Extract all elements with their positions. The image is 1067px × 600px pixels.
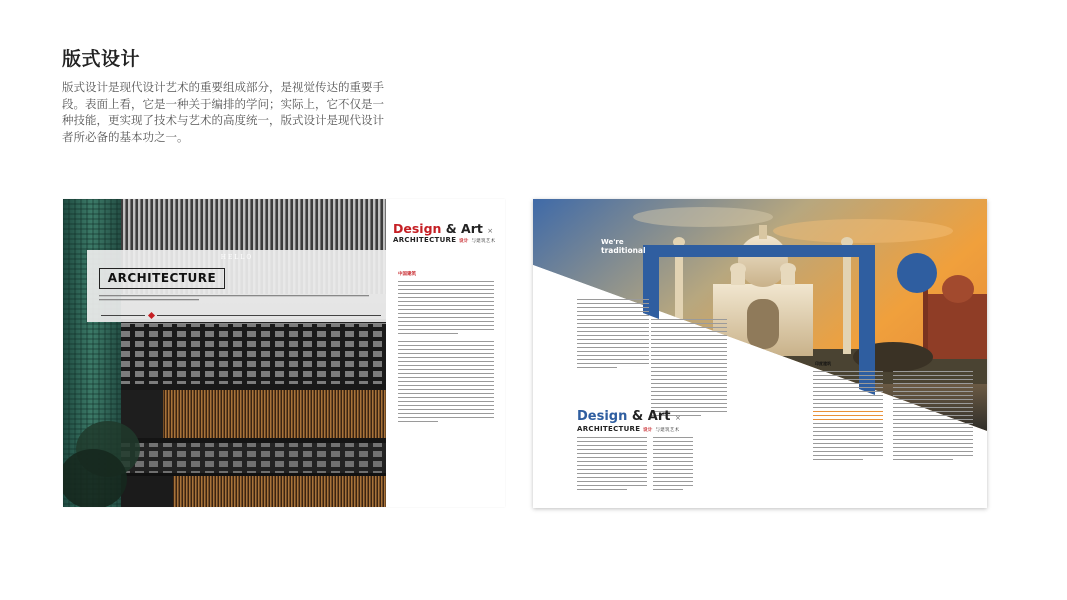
red-diamond-icon: [148, 312, 155, 319]
hello-label: HELLO: [220, 254, 254, 261]
india-architecture-tag: 印度建筑: [815, 361, 831, 366]
banner-title: ARCHITECTURE: [99, 268, 225, 289]
intro-paragraph: 版式设计是现代设计艺术的重要组成部分，是视觉传达的重要手段。表面上看，它是一种关于编排的学问；实际上，它不仅是一种技能，更实现了技术与艺术的高度统一，版式设计是现代设计者所必备的基本功之一。: [62, 80, 384, 144]
layout-sample-architecture: [63, 199, 505, 507]
architecture-subheading: ARCHITECTURE 设计 与建筑艺术: [393, 236, 496, 244]
china-building-logo: 中国建筑: [398, 272, 416, 277]
layout-sample-taj-mahal: [533, 199, 987, 508]
building-photo: [63, 199, 386, 507]
divider: [157, 315, 381, 316]
page-title: 版式设计: [62, 48, 141, 70]
bubble-line-2: traditional: [601, 246, 646, 255]
text-page: [386, 199, 505, 507]
banner-caption-lines: [99, 294, 379, 306]
divider: [101, 315, 145, 316]
blue-quote-bubble: [897, 253, 937, 293]
body-text-lines: [398, 281, 498, 501]
design-art-heading: Design & Art ×: [577, 409, 681, 424]
column-text-1: [577, 299, 652, 379]
architecture-subheading: ARCHITECTURE 设计 与建筑艺术: [577, 425, 680, 433]
architecture-banner: [87, 250, 387, 322]
right-text-columns: [813, 371, 983, 481]
design-art-heading: Design & Art ×: [393, 221, 494, 236]
bubble-line-1: We're: [601, 238, 624, 246]
